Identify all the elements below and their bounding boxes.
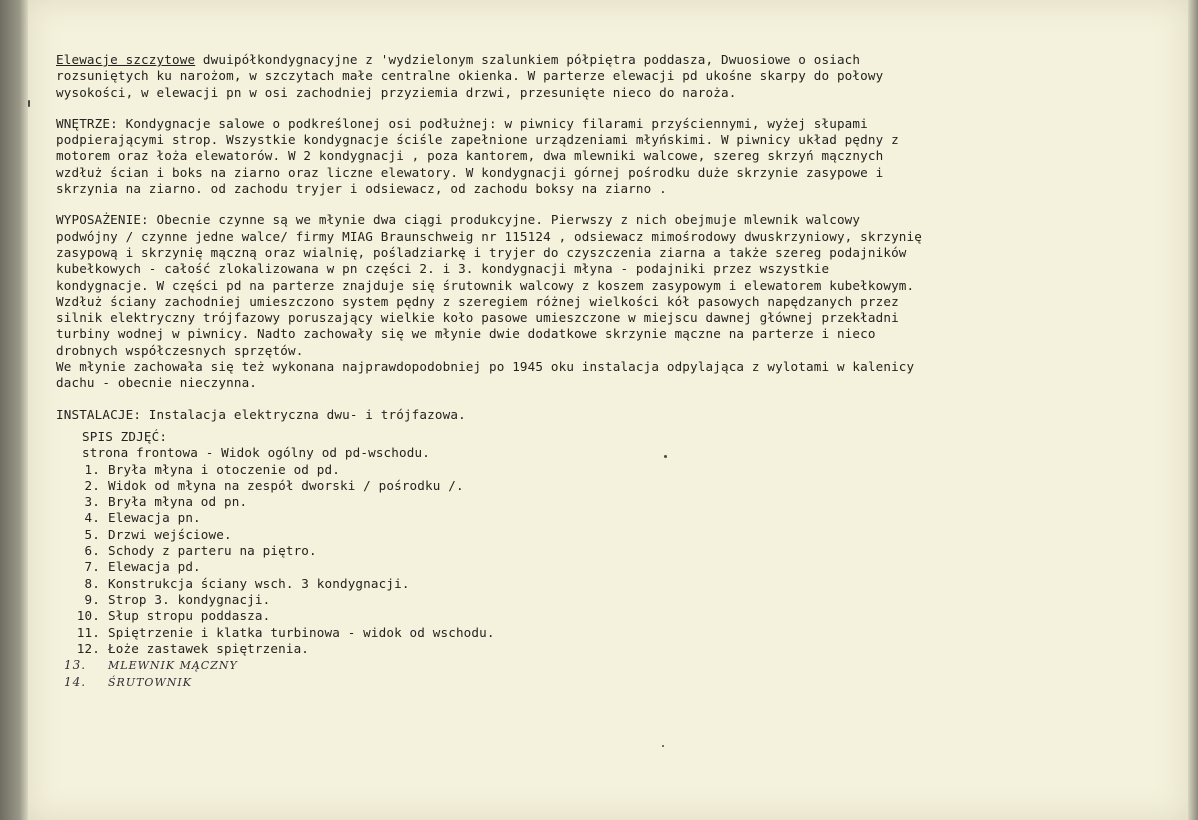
text-line: kubełkowych - całość zlokalizowana w pn części 2. i 3. kondygnacji młyna - podajniki przez wszystkie xyxy=(56,261,830,277)
document-text xyxy=(56,52,1160,692)
text-line: wysokości, w elewacji pn w osi zachodniej przyziemia drzwi, przesunięte nieco do naroża. xyxy=(56,84,737,100)
page-shadow-right xyxy=(1188,0,1198,820)
list-item-text: Spiętrzenie i klatka turbinowa - widok od wschodu. xyxy=(108,624,495,640)
list-item xyxy=(64,510,1160,526)
text-line: INSTALACJE: Instalacja elektryczna dwu- i trójfazowa. xyxy=(56,406,466,422)
text-line: kondygnacje. W części pd na parterze znajduje się śrutownik walcowy z koszem zasypowym i elewatorem kubełkowym. xyxy=(56,277,915,293)
list-item-number: 10. xyxy=(76,608,100,624)
list-item xyxy=(64,494,1160,510)
handwritten-list-item xyxy=(64,674,1160,691)
list-item-number: 7. xyxy=(84,559,100,575)
section-wyposazenie xyxy=(56,212,1160,391)
list-item xyxy=(64,641,1160,657)
list-item-text: Bryła młyna i otoczenie od pd. xyxy=(108,461,340,477)
list-item-text: Konstrukcja ściany wsch. 3 kondygnacji. xyxy=(108,575,410,591)
photo-list-items xyxy=(64,462,1160,658)
text-line: wzdłuż ścian i boks na ziarno oraz liczne elewatory. W kondygnacji górnej pośrodku duże skrzynie zasypowe i xyxy=(56,164,884,180)
list-item-text: Drzwi wejściowe. xyxy=(108,526,232,542)
list-item-number: 14. xyxy=(64,675,87,690)
list-item-text: Widok od młyna na zespół dworski / pośrodku /. xyxy=(108,477,464,493)
text-line: drobnych współczesnych sprzętów. xyxy=(56,342,304,358)
list-item-text: ŚRUTOWNIK xyxy=(108,676,192,690)
list-item-number: 11. xyxy=(76,624,100,640)
list-item xyxy=(64,625,1160,641)
text-line: podwójny / czynne jedne walce/ firmy MIAG Braunschweig nr 115124 , odsiewacz mimośrodowy dwuskrzyniowy, skrzynię xyxy=(56,228,922,244)
section-heading-elewacje: Elewacje szczytowe xyxy=(56,52,196,67)
section-instalacje xyxy=(56,407,1160,423)
paper-speck xyxy=(28,100,30,107)
text-line: dachu - obecnie nieczynna. xyxy=(56,375,258,391)
page-shadow-left xyxy=(0,0,28,820)
section-elewacje: Elewacje szczytowe dwuipółkondygnacyjne z 'wydzielonym szalunkiem półpiętra poddasza, Dwuosiowe o osiach rozsuniętych ku narożom, w szczytach małe centralne okienka. W parterze elewacji pd ukośne skarpy do połowy wysokości, w elewacji pn w osi zachodniej przyziemia drzwi, przesunięte nieco do naroża. xyxy=(56,52,1160,101)
photo-list-title: SPIS ZDJĘĆ: xyxy=(82,428,168,444)
text-line: turbiny wodnej w piwnicy. Nadto zachowały się we młynie dwie dodatkowe skrzynie mączne na parterze i nieco xyxy=(56,326,876,342)
list-item-number: 12. xyxy=(76,640,100,656)
list-item-number: 2. xyxy=(84,477,100,493)
list-item xyxy=(64,462,1160,478)
list-item-number: 13. xyxy=(64,658,87,673)
list-item-number: 3. xyxy=(84,494,100,510)
list-item-text: Łoże zastawek spiętrzenia. xyxy=(108,640,310,656)
photo-list-intro: strona frontowa - Widok ogólny od pd-wschodu. xyxy=(82,445,430,461)
list-item-number: 8. xyxy=(84,575,100,591)
photo-list xyxy=(56,429,1160,692)
list-item-number: 6. xyxy=(84,543,100,559)
list-item xyxy=(64,559,1160,575)
text-line: motorem oraz łoża elewatorów. W 2 kondygnacji , poza kantorem, dwa mlewniki walcowe, szereg skrzyń mącznych xyxy=(56,148,884,164)
text-line: skrzynia na ziarno. od zachodu tryjer i odsiewacz, od zachodu boksy na ziarno . xyxy=(56,181,667,197)
handwritten-list-item xyxy=(64,657,1160,674)
section-wnetrze xyxy=(56,116,1160,197)
list-item-number: 4. xyxy=(84,510,100,526)
list-item xyxy=(64,608,1160,624)
text-line: silnik elektryczny trójfazowy poruszający wielkie koło pasowe umieszczone w miejscu dawnej głównej przekładni xyxy=(56,310,899,326)
list-item-text: Schody z parteru na piętro. xyxy=(108,543,317,559)
paper-speck xyxy=(662,745,664,747)
text-line: Wzdłuż ściany zachodniej umieszczono system pędny z szeregiem różnej wielkości kół pasowych napędzanych przez xyxy=(56,293,899,309)
text-line: WYPOSAŻENIE: Obecnie czynne są we młynie dwa ciągi produkcyjne. Pierwszy z nich obejmuje mlewnik walcowy xyxy=(56,212,861,228)
text-line: WNĘTRZE: Kondygnacje salowe o podkreślonej osi podłużnej: w piwnicy filarami przyściennymi, wyżej słupami xyxy=(56,115,868,131)
list-item-text: Słup stropu poddasza. xyxy=(108,608,271,624)
text-line: podpierającymi strop. Wszystkie kondygnacje ściśle zapełnione urządzeniami młyńskimi. W piwnicy układ pędny z xyxy=(56,132,899,148)
list-item-text: Bryła młyna od pn. xyxy=(108,494,248,510)
list-item xyxy=(64,592,1160,608)
list-item xyxy=(64,527,1160,543)
list-item-number: 1. xyxy=(84,461,100,477)
list-item-text: Elewacja pn. xyxy=(108,510,201,526)
list-item-text: MLEWNIK MĄCZNY xyxy=(108,659,238,673)
list-item-text: Strop 3. kondygnacji. xyxy=(108,591,271,607)
handwritten-items xyxy=(64,657,1160,692)
text-line: zasypową i skrzynię mączną oraz wialnię, pośladziarkę i tryjer do czyszczenia ziarna a także szereg podajników xyxy=(56,244,907,260)
list-item-text: Elewacja pd. xyxy=(108,559,201,575)
list-item-number: 9. xyxy=(84,591,100,607)
list-item xyxy=(64,543,1160,559)
list-item xyxy=(64,576,1160,592)
text-line: We młynie zachowała się też wykonana najprawdopodobniej po 1945 oku instalacja odpylająca z wylotami w kalenicy xyxy=(56,359,915,375)
list-item xyxy=(64,478,1160,494)
text-line: rozsuniętych ku narożom, w szczytach małe centralne okienka. W parterze elewacji pd ukośne skarpy do połowy xyxy=(56,68,884,84)
list-item-number: 5. xyxy=(84,526,100,542)
